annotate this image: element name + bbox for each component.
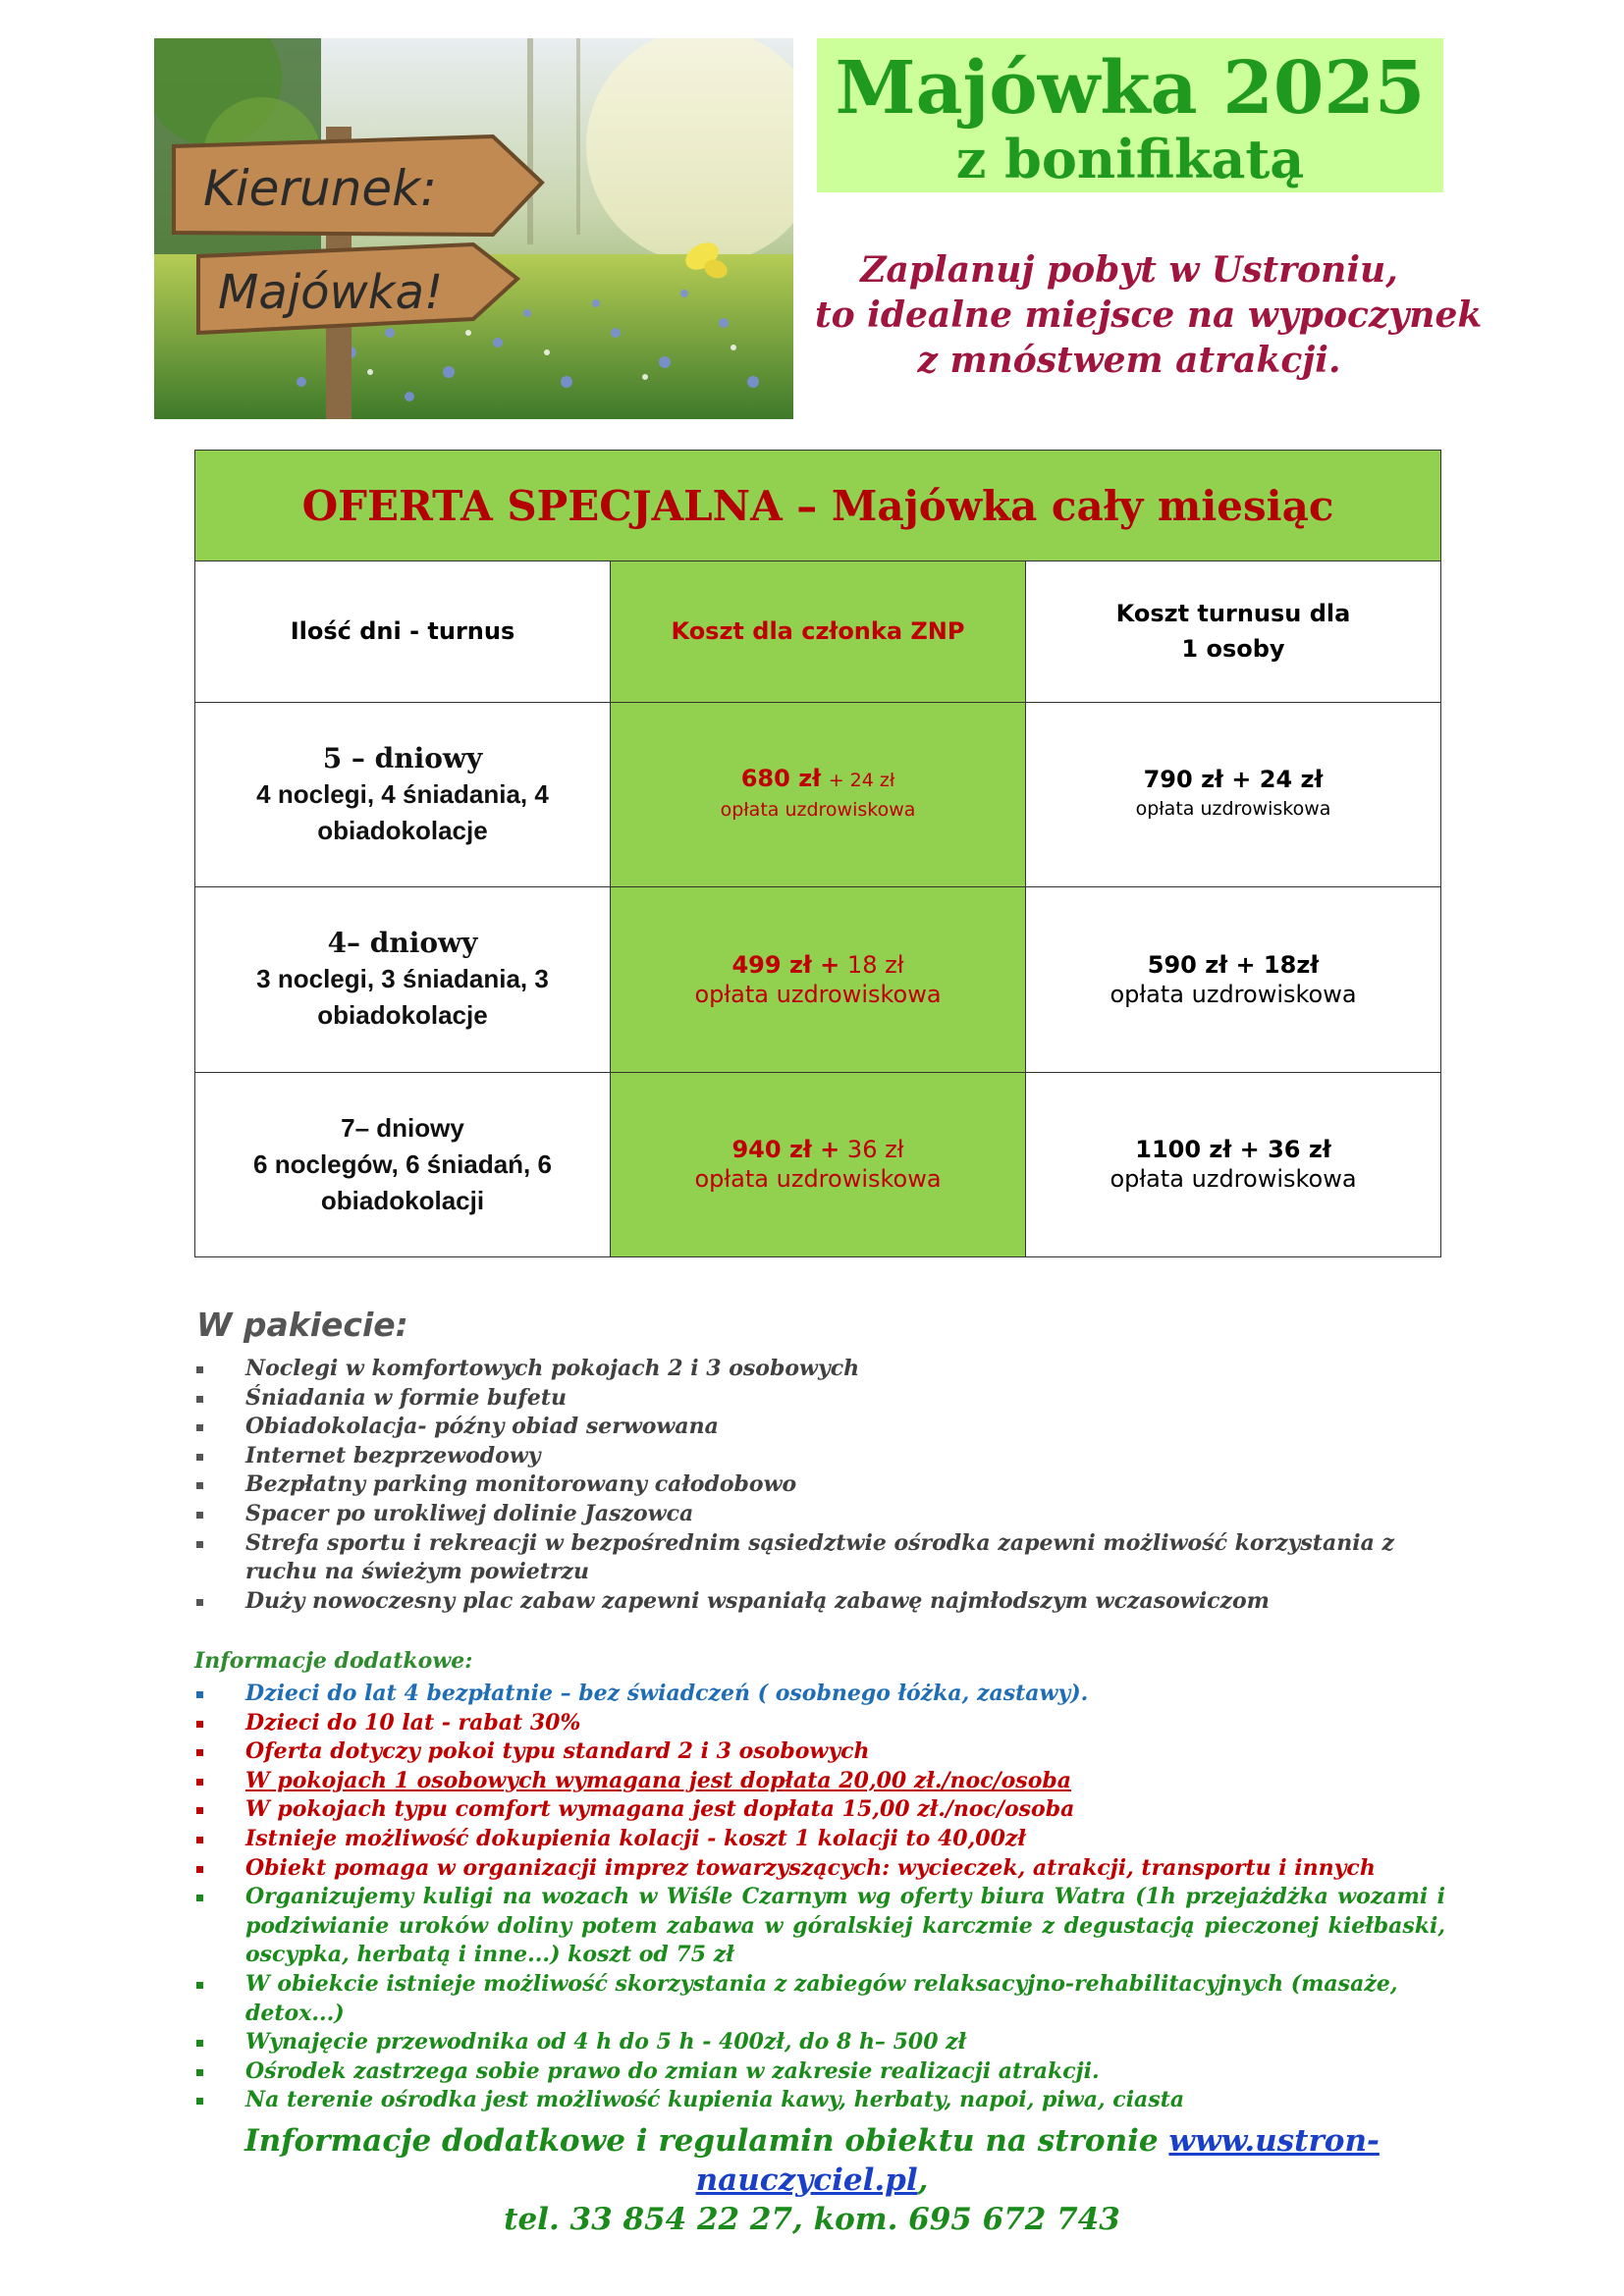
turnus-cell <box>195 702 611 886</box>
list-item: Ośrodek zastrzega sobie prawo do zmian w zakresie realizacji atrakcji. <box>196 2057 1445 2087</box>
list-item: W pokojach typu comfort wymagana jest dopłata 15,00 zł./noc/osoba <box>196 1795 1445 1825</box>
turnus-desc: obiadokolacji <box>320 1185 485 1215</box>
znp-note: opłata uzdrowiskowa <box>694 1165 942 1194</box>
majowka-signpost-image <box>154 38 793 419</box>
header-standard-line: 1 osoby <box>1181 635 1285 664</box>
list-item: Wynajęcie przewodnika od 4 h do 5 h - 400zł, do 8 h– 500 zł <box>196 2028 1445 2057</box>
turnus-desc: obiadokolacje <box>317 815 488 845</box>
footer-phone: tel. 33 854 22 27, kom. 695 672 743 <box>504 2202 1120 2237</box>
std-note: opłata uzdrowiskowa <box>1110 1165 1357 1194</box>
info-title: Informacje dodatkowe: <box>194 1648 473 1674</box>
znp-note: opłata uzdrowiskowa <box>694 980 942 1008</box>
sign-text-top: Kierunek: <box>203 160 437 217</box>
header-standard-line: Koszt turnusu dla <box>1115 600 1351 628</box>
package-title: W pakiecie: <box>196 1306 408 1344</box>
header-photo <box>154 38 793 419</box>
std-price-cell <box>1026 702 1441 886</box>
znp-price: 680 zł <box>740 765 822 793</box>
list-item: Duży nowoczesny plac zabaw zapewni wspaniałą zabawę najmłodszym wczasowiczom <box>196 1587 1445 1617</box>
turnus-cell <box>195 887 611 1072</box>
list-item: Internet bezprzewodowy <box>196 1442 1445 1471</box>
list-item: Śniadania w formie bufetu <box>196 1384 1445 1414</box>
list-item: Dzieci do 10 lat - rabat 30% <box>196 1709 1445 1738</box>
znp-fee: + 24 zł <box>828 770 895 792</box>
tagline-line: z mnóstwem atrakcji. <box>917 340 1341 381</box>
turnus-title: 5 – dniowy <box>322 741 483 774</box>
znp-price-cell <box>611 887 1026 1072</box>
znp-price-cell <box>611 702 1026 886</box>
list-item: W obiekcie istnieje możliwość skorzystania z zabiegów relaksacyjno-rehabilitacyjnych (masaże, detox...) <box>196 1970 1445 2028</box>
list-item: W pokojach 1 osobowych wymagana jest dopłata 20,00 zł./noc/osoba <box>196 1767 1445 1796</box>
std-note: opłata uzdrowiskowa <box>1110 980 1357 1008</box>
std-price: 1100 zł + 36 zł <box>1135 1136 1331 1164</box>
footer-text: Informacje dodatkowe i regulamin obiektu na stronie <box>244 2123 1169 2159</box>
std-price-cell <box>1026 887 1441 1072</box>
page-subtitle: z bonifikatą <box>955 128 1305 190</box>
footer-line <box>157 2121 1467 2200</box>
turnus-desc: 4 noclegi, 4 śniadania, 4 <box>256 778 549 809</box>
package-list <box>196 1355 1445 1616</box>
offer-table <box>194 450 1441 1257</box>
turnus-cell <box>195 1072 611 1256</box>
tagline <box>815 247 1483 383</box>
footer-comma: , <box>917 2163 929 2198</box>
offer-heading: OFERTA SPECJALNA – Majówka cały miesiąc <box>195 451 1441 561</box>
list-item: Na terenie ośrodka jest możliwość kupienia kawy, herbaty, napoi, piwa, ciasta <box>196 2086 1445 2115</box>
list-item: Spacer po urokliwej dolinie Jaszowca <box>196 1500 1445 1529</box>
list-item: Noclegi w komfortowych pokojach 2 i 3 osobowych <box>196 1355 1445 1384</box>
footer <box>157 2121 1467 2239</box>
turnus-desc: 3 noclegi, 3 śniadania, 3 <box>256 964 549 994</box>
list-item: Dzieci do lat 4 bezpłatnie – bez świadczeń ( osobnego łóżka, zastawy). <box>196 1680 1445 1709</box>
std-price-cell <box>1026 1072 1441 1256</box>
list-item: Bezpłatny parking monitorowany całodobowo <box>196 1470 1445 1500</box>
header-standard <box>1026 561 1441 702</box>
title-banner <box>817 38 1443 192</box>
page-title: Majówka 2025 <box>835 46 1426 131</box>
list-item: Organizujemy kuligi na wozach w Wiśle Czarnym wg oferty biura Watra (1h przejażdżka wozami i podziwianie uroków doliny potem zabawa w góralskiej karczmie z degustacją pieczonej kiełbaski, oscypka, herbatą i inne...) koszt od 75 zł <box>196 1883 1445 1970</box>
website-link[interactable]: www.ustron-nauczyciel.pl <box>695 2123 1380 2198</box>
sign-text-bottom: Majówka! <box>218 265 444 320</box>
header-days: Ilość dni - turnus <box>195 561 611 702</box>
znp-note: opłata uzdrowiskowa <box>720 799 916 822</box>
znp-price: 499 zł + <box>731 950 840 979</box>
header-znp: Koszt dla członka ZNP <box>611 561 1026 702</box>
list-item: Obiekt pomaga w organizacji imprez towarzyszących: wycieczek, atrakcji, transportu i innych <box>196 1854 1445 1884</box>
std-price: 790 zł + 24 zł <box>1143 766 1324 794</box>
list-item: Istnieje możliwość dokupienia kolacji - koszt 1 kolacji to 40,00zł <box>196 1825 1445 1854</box>
znp-fee: 18 zł <box>846 950 904 979</box>
znp-price: 940 zł + <box>731 1136 840 1164</box>
list-item: Obiadokolacja- późny obiad serwowana <box>196 1413 1445 1442</box>
info-list <box>196 1680 1445 2115</box>
tagline-line: to idealne miejsce na wypoczynek <box>815 294 1483 336</box>
table-row <box>195 1072 1441 1256</box>
turnus-desc: 6 noclegów, 6 śniadań, 6 <box>253 1148 552 1179</box>
znp-fee: 36 zł <box>846 1136 904 1164</box>
table-row <box>195 887 1441 1072</box>
std-price: 590 zł + 18zł <box>1147 950 1320 979</box>
std-note: opłata uzdrowiskowa <box>1135 798 1331 821</box>
table-row <box>195 702 1441 886</box>
tagline-line: Zaplanuj pobyt w Ustroniu, <box>860 249 1398 291</box>
list-item: Strefa sportu i rekreacji w bezpośrednim sąsiedztwie ośrodka zapewni możliwość korzystania z ruchu na świeżym powietrzu <box>196 1529 1445 1587</box>
znp-price-cell <box>611 1072 1026 1256</box>
turnus-title: 7– dniowy <box>341 1112 464 1143</box>
list-item: Oferta dotyczy pokoi typu standard 2 i 3 osobowych <box>196 1737 1445 1767</box>
turnus-title: 4– dniowy <box>327 927 478 960</box>
turnus-desc: obiadokolacje <box>317 1000 488 1031</box>
